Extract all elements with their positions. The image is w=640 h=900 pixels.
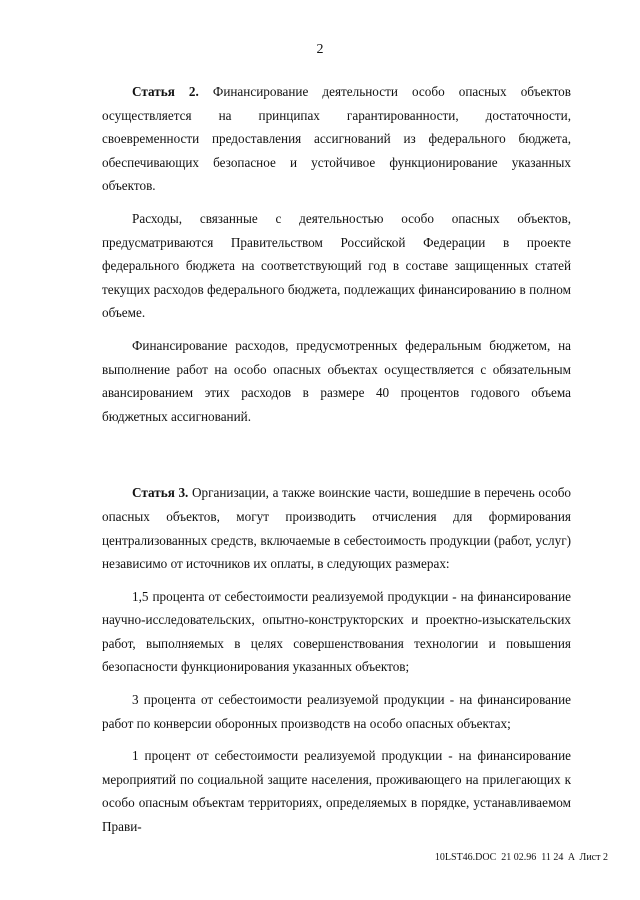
paragraph-text: Расходы, связанные с деятельностью особо опасных объектов, предусматриваются Правительством Российской Федерации в проекте федерального бюджета на соответствующий год в составе защищенных статей текущих расходов федерального бюджета, подлежащих финансированию в полном объеме. bbox=[102, 210, 571, 321]
document-body bbox=[102, 80, 571, 839]
paragraph bbox=[102, 744, 571, 838]
paragraph-article-3 bbox=[102, 481, 571, 575]
paragraph-text: 1,5 процента от себестоимости реализуемой продукции - на финансирование научно-исследовательских, опытно-конструкторских и проектно-изыскательских работ, выполняемых в целях совершенствования технологии и повышения безопасности функционирования указанных объектов; bbox=[102, 588, 571, 675]
page-number: 2 bbox=[316, 42, 324, 57]
paragraph bbox=[102, 334, 571, 428]
paragraph bbox=[102, 207, 571, 325]
paragraph-text: 1 процент от себестоимости реализуемой продукции - на финансирование мероприятий по социальной защите населения, проживающего на прилегающих к особо опасным объектам территориях, определяемых в порядке, устанавливаемом Прави- bbox=[102, 748, 571, 835]
article-label: Статья 2. bbox=[132, 84, 199, 99]
article-label: Статья 3. bbox=[132, 485, 189, 501]
paragraph-text: Финансирование расходов, предусмотренных федеральным бюджетом, на выполнение работ на особо опасных объектах осуществляется с обязательным авансированием этих расходов в размере 40 процентов годового объема бюджетных ассигнований. bbox=[102, 337, 571, 424]
paragraph bbox=[102, 585, 571, 679]
paragraph-article-2 bbox=[102, 80, 571, 198]
paragraph-text: Организации, а также воинские части, вошедшие в перечень особо опасных объектов, могут производить отчисления для формирования централизованных средств, включаемые в себестоимость продукции (работ, услуг) независимо от источников их оплаты, в следующих размерах: bbox=[102, 485, 572, 572]
document-footer: 10LST46.DOC 21 02.96 11 24 A Лист 2 bbox=[434, 852, 608, 863]
paragraph bbox=[102, 688, 571, 735]
paragraph-text: 3 процента от себестоимости реализуемой продукции - на финансирование работ по конверсии оборонных производств на особо опасных объектах; bbox=[102, 692, 571, 731]
paragraph-text: Финансирование деятельности особо опасных объектов осуществляется на принципах гарантированности, достаточности, своевременности предоставления ассигнований из федерального бюджета, обеспечивающих безопасное и устойчивое функционирование указанных объектов. bbox=[102, 84, 571, 194]
